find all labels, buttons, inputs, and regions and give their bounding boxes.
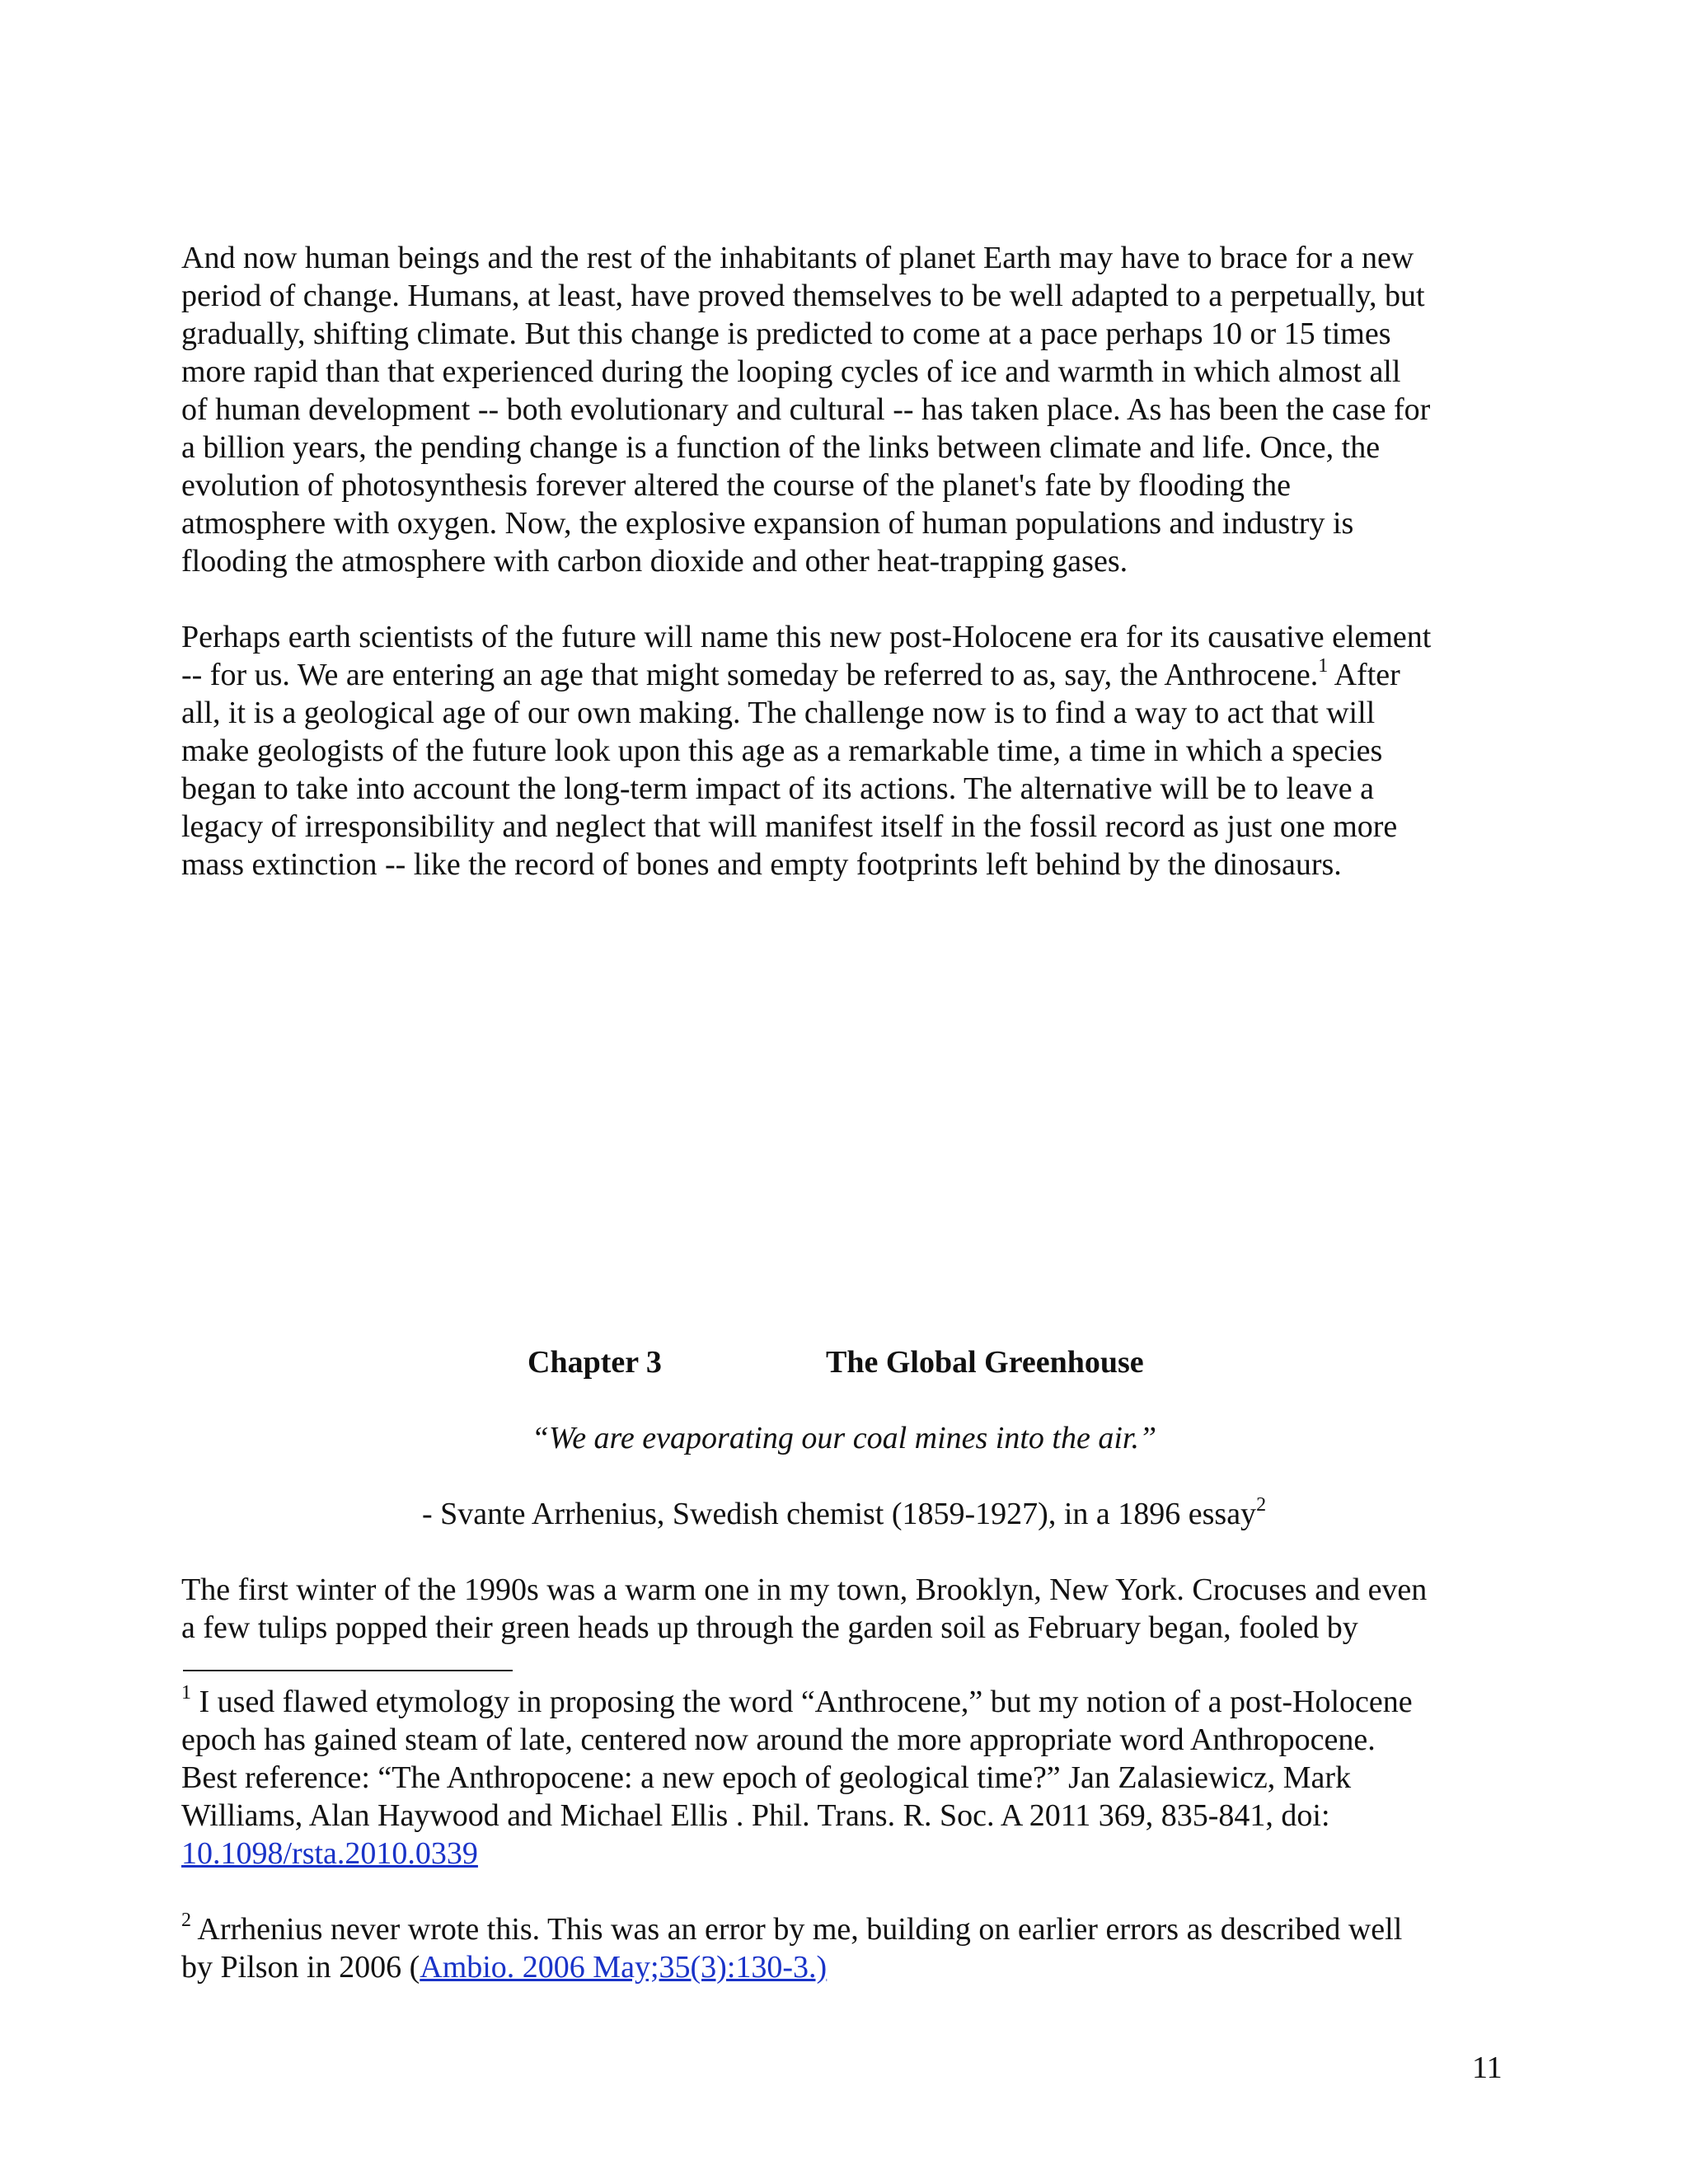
footnote-text: Arrhenius never wrote this. This was an error by me, building on earlier errors as described well — [191, 1912, 1403, 1947]
footnote-line: Best reference: “The Anthropocene: a new epoch of geological time?” Jan Zalasiewicz, Mark — [181, 1760, 1352, 1795]
paragraph-line: atmosphere with oxygen. Now, the explosive expansion of human populations and industry is — [181, 506, 1354, 541]
footnote-line — [181, 1683, 1517, 1721]
paragraph-line: The first winter of the 1990s was a warm one in my town, Brooklyn, New York. Crocuses and even — [181, 1572, 1428, 1607]
footnote-number: 1 — [181, 1682, 191, 1704]
paragraph-line — [181, 656, 1517, 694]
footnote-line — [181, 1910, 1517, 1948]
paragraph-brooklyn-winter — [181, 1571, 1517, 1647]
paragraph-line: of human development -- both evolutionary and cultural -- has taken place. As has been the case for — [181, 392, 1431, 427]
epigraph-attribution — [0, 1495, 1688, 1533]
chapter-number: Chapter 3 — [528, 1345, 662, 1380]
paragraph-line: Perhaps earth scientists of the future will name this new post-Holocene era for its causative element — [181, 620, 1432, 654]
footnote-line: Williams, Alan Haywood and Michael Ellis . Phil. Trans. R. Soc. A 2011 369, 835-841, doi: — [181, 1798, 1330, 1833]
paragraph-line: flooding the atmosphere with carbon dioxide and other heat-trapping gases. — [181, 544, 1128, 579]
footnote-line — [181, 1835, 1517, 1872]
page-number: 11 — [1472, 2050, 1503, 2085]
footnote-text: I used flawed etymology in proposing the word “Anthrocene,” but my notion of a post-Holocene — [191, 1685, 1413, 1719]
footnote-line: epoch has gained steam of late, centered now around the more appropriate word Anthropocene. — [181, 1722, 1376, 1757]
footnote-2 — [181, 1910, 1517, 1986]
paragraph-line: all, it is a geological age of our own making. The challenge now is to find a way to act that will — [181, 696, 1376, 730]
paragraph-line: gradually, shifting climate. But this change is predicted to come at a pace perhaps 10 or 15 times — [181, 316, 1391, 351]
paragraph-human-change — [181, 239, 1517, 580]
paragraph-anthrocene — [181, 618, 1517, 883]
paragraph-line: legacy of irresponsibility and neglect that will manifest itself in the fossil record as just one more — [181, 809, 1398, 844]
doi-link[interactable]: 10.1098/rsta.2010.0339 — [181, 1836, 478, 1871]
paragraph-line: period of change. Humans, at least, have proved themselves to be well adapted to a perpetually, but — [181, 279, 1425, 313]
paragraph-text: After — [1328, 658, 1400, 692]
paragraph-line: And now human beings and the rest of the inhabitants of planet Earth may have to brace for a new — [181, 241, 1414, 275]
footnote-marker-2[interactable]: 2 — [1256, 1494, 1267, 1516]
paragraph-line: evolution of photosynthesis forever altered the course of the planet's fate by flooding the — [181, 468, 1291, 503]
ambio-link[interactable]: Ambio. 2006 May;35(3):130-3.) — [420, 1950, 828, 1985]
paragraph-line: make geologists of the future look upon this age as a remarkable time, a time in which a species — [181, 733, 1383, 768]
footnote-number: 2 — [181, 1910, 191, 1931]
paragraph-line: a billion years, the pending change is a function of the links between climate and life. Once, the — [181, 430, 1381, 465]
paragraph-text: -- for us. We are entering an age that might someday be referred to as, say, the Anthrocene. — [181, 658, 1319, 692]
footnote-text: by Pilson in 2006 ( — [181, 1950, 420, 1985]
footnote-line — [181, 1948, 1517, 1986]
footnote-marker-1[interactable]: 1 — [1318, 655, 1329, 677]
paragraph-line: a few tulips popped their green heads up through the garden soil as February began, fooled by — [181, 1610, 1358, 1645]
paragraph-line: began to take into account the long-term impact of its actions. The alternative will be to leave a — [181, 771, 1375, 806]
paragraph-line: more rapid than that experienced during the looping cycles of ice and warmth in which almost all — [181, 354, 1401, 389]
chapter-title: The Global Greenhouse — [826, 1345, 1144, 1380]
paragraph-line: mass extinction -- like the record of bones and empty footprints left behind by the dinosaurs. — [181, 847, 1342, 882]
footnote-1 — [181, 1683, 1517, 1872]
attribution-text: - Svante Arrhenius, Swedish chemist (1859-1927), in a 1896 essay — [421, 1497, 1257, 1531]
footnote-separator — [183, 1670, 513, 1671]
epigraph-quote: “We are evaporating our coal mines into the air.” — [531, 1421, 1157, 1455]
